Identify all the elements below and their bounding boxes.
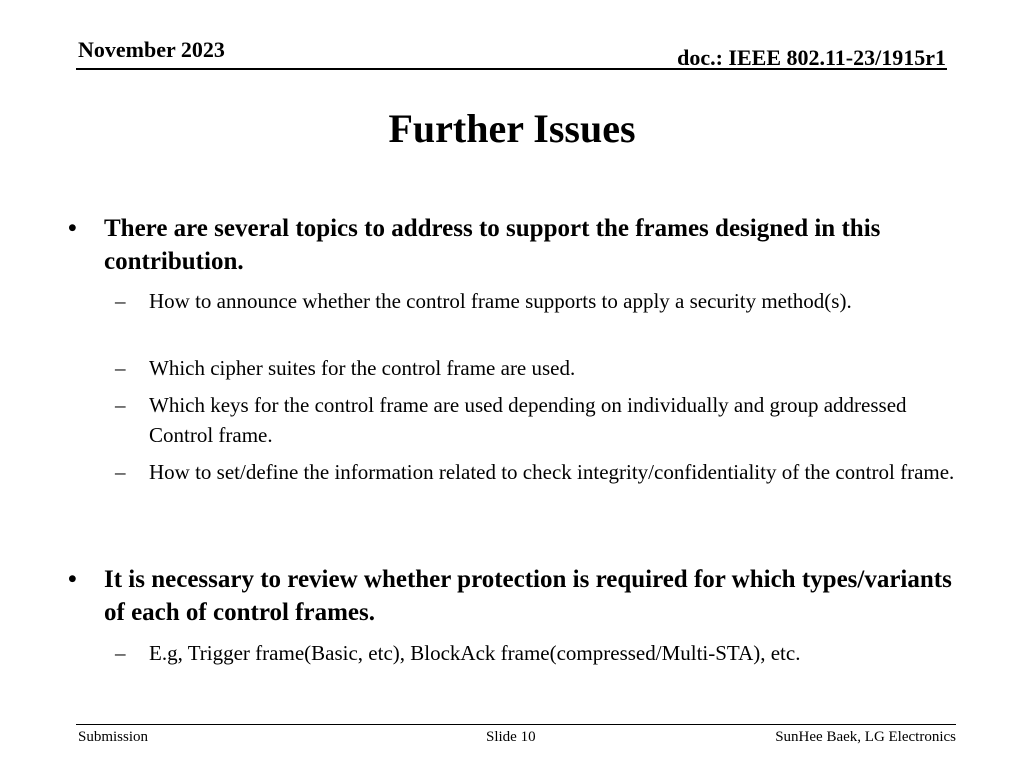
- sub-bullet-item: [115, 638, 959, 668]
- bullet-marker: •: [68, 566, 77, 593]
- bullet-item: [68, 563, 964, 629]
- sub-bullet-item: [115, 390, 959, 450]
- bullet-text: It is necessary to review whether protection is required for which types/variants of each of control frames.: [104, 566, 952, 626]
- sub-bullet-marker: –: [115, 356, 126, 380]
- sub-bullet-text: Which cipher suites for the control frame are used.: [149, 356, 576, 380]
- bullet-marker: •: [68, 215, 77, 242]
- sub-bullet-item: [115, 353, 959, 383]
- sub-bullet-text: How to set/define the information related to check integrity/confidentiality of the control frame.: [149, 460, 955, 484]
- sub-bullet-text: Which keys for the control frame are used depending on individually and group addressed Control frame.: [149, 393, 907, 447]
- sub-bullet-item: [115, 286, 959, 316]
- sub-bullet-text: E.g, Trigger frame(Basic, etc), BlockAck frame(compressed/Multi-STA), etc.: [149, 641, 801, 665]
- sub-bullet-marker: –: [115, 641, 126, 665]
- sub-bullet-marker: –: [115, 289, 126, 313]
- bullet-item: [68, 212, 964, 278]
- footer-divider: [76, 724, 956, 725]
- sub-bullet-marker: –: [115, 460, 126, 484]
- sub-bullet-text: How to announce whether the control frame supports to apply a security method(s).: [149, 289, 852, 313]
- slide-title: Further Issues: [388, 106, 636, 151]
- bullet-text: There are several topics to address to support the frames designed in this contribution.: [104, 215, 881, 275]
- header-divider: [76, 68, 947, 70]
- slide-number: Slide 10: [486, 729, 536, 745]
- document-id: doc.: IEEE 802.11-23/1915r1: [677, 45, 946, 70]
- footer-author: SunHee Baek, LG Electronics: [775, 729, 956, 745]
- header-date: November 2023: [78, 37, 225, 62]
- sub-bullet-item: [115, 457, 959, 487]
- footer-submission: Submission: [78, 729, 149, 745]
- sub-bullet-marker: –: [115, 393, 126, 417]
